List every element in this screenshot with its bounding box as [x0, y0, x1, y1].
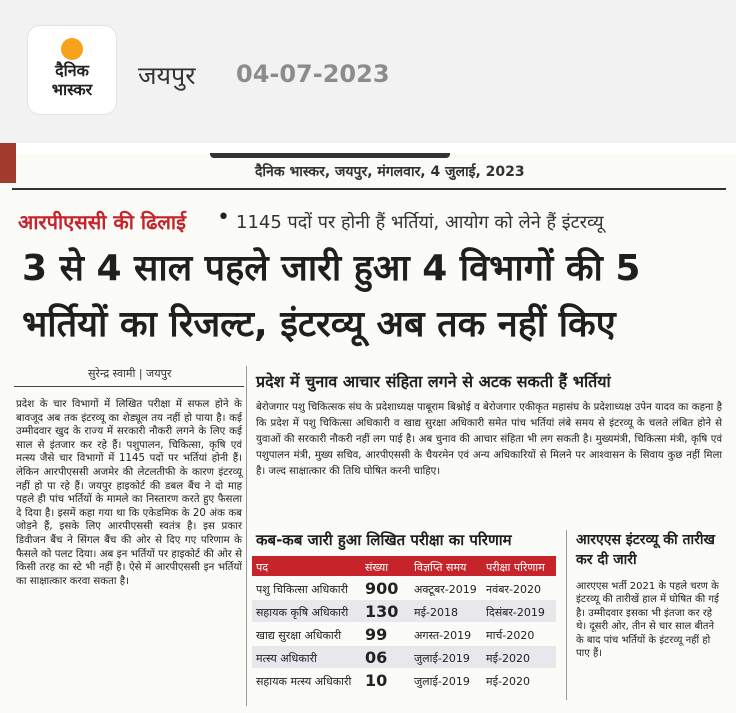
cell-result: दिसंबर-2019 [486, 606, 545, 619]
cell-notification: मई-2018 [414, 606, 458, 619]
table-row [252, 669, 556, 691]
cell-post: खाद्य सुरक्षा अधिकारी [256, 629, 342, 642]
edition-city: जयपुर [138, 61, 196, 90]
cell-result: मई-2020 [486, 675, 530, 688]
byline: सुरेन्द्र स्वामी | जयपुर [88, 367, 172, 380]
headline-line2: भर्तियों का रिजल्ट, इंटरव्यू अब तक नहीं किए [22, 304, 616, 345]
sidebar-body: आरएएस भर्ती 2021 के पहले चरण के इंटरव्यू की तारीखें हाल में घोषित की गई है। उम्मीदवार इसका भी इंतजा कर रहे थे। दूसरी ओर, तीन से चार साल बीतने के बाद पांच भर्तियों के इंटरव्यू नहीं हो पाए हैं। [576, 581, 719, 660]
cell-post: मत्स्य अधिकारी [256, 652, 317, 665]
table-row [252, 600, 556, 622]
column-divider [14, 386, 244, 387]
cell-notification: जुलाई-2019 [414, 652, 470, 665]
cell-post: सहायक कृषि अधिकारी [256, 606, 349, 619]
logo-text-line1: दैनिक [55, 61, 89, 80]
cell-notification: जुलाई-2019 [414, 675, 470, 688]
edition-date: 04-07-2023 [236, 60, 390, 88]
vertical-divider [246, 366, 247, 706]
right-column-body: बेरोजगार पशु चिकित्सक संघ के प्रदेशाध्यक्ष पाबूराम बिश्नोई व बेरोजगार एकीकृत महासंघ के प्रदेशाध्यक्ष उपेन यादव का कहना है कि प्रदेश में पशु चिकित्सा अधिकारी व खाद्य सुरक्षा अधिकारी समेत पांच भर्तियां लंबे समय से इंटरव्यू के चलते लंबित होने से युवाओं की सरकारी नौकरी नहीं लग पाई है। अब चुनाव की आचार संहिता भी लग सकती है। मुख्यमंत्री, चिकित्सा मंत्री, कृषि एवं पशुपालन मंत्री, मुख्य सचिव, आरपीएससी के चैयरमेन एवं अन्य अधिकारियों से मिलने पर आश्वासन के सिवाय कुछ नहीं मिला है। जल्द साक्षात्कार की तिथि घोषित करनी चाहिए। [256, 402, 722, 477]
logo-text-line2: भास्कर [51, 80, 93, 99]
cell-result: मार्च-2020 [486, 629, 535, 642]
story-kicker: आरपीएससी की ढिलाई [18, 210, 186, 234]
cell-post: सहायक मत्स्य अधिकारी [256, 675, 352, 688]
cell-notification: अगस्त-2019 [414, 629, 472, 642]
cell-count: 10 [365, 671, 388, 690]
table-row [252, 577, 556, 599]
cell-result: नवंबर-2020 [486, 583, 541, 596]
clipping-top-edge [0, 143, 736, 153]
cell-count: 06 [365, 648, 388, 667]
header-notification: विज्ञप्ति समय [414, 561, 467, 574]
cell-count: 130 [365, 602, 399, 621]
cell-result: मई-2020 [486, 652, 530, 665]
results-table-title: कब-कब जारी हुआ लिखित परीक्षा का परिणाम [256, 531, 512, 549]
right-column-heading: प्रदेश में चुनाव आचार संहिता लगने से अटक सकती हैं भर्तियां [256, 372, 611, 391]
header-result: परीक्षा परिणाम [486, 561, 545, 574]
cell-count: 900 [365, 579, 399, 598]
header-post: पद [256, 561, 269, 574]
kicker-bullet: • [217, 205, 230, 230]
header-count: संख्या [365, 561, 389, 574]
sidebar-divider [566, 530, 567, 700]
dainik-bhaskar-logo[interactable] [28, 26, 116, 114]
cell-post: पशु चिकित्सा अधिकारी [256, 583, 348, 596]
sidebar-heading: आरएएस इंटरव्यू की तारीख कर दी जारी [576, 532, 715, 568]
cell-count: 99 [365, 625, 388, 644]
headline-line1: 3 से 4 साल पहले जारी हुआ 4 विभागों की 5 [22, 248, 641, 289]
sun-logo-icon [61, 38, 83, 60]
masthead-line: दैनिक भास्कर, जयपुर, मंगलवार, 4 जुलाई, 2023 [255, 164, 525, 180]
masthead-divider [12, 188, 726, 190]
cell-notification: अक्टूबर-2019 [414, 583, 477, 596]
story-subhead: 1145 पदों पर होनी हैं भर्तियां, आयोग को लेने हैं इंटरव्यू [236, 212, 604, 233]
table-row [252, 646, 556, 668]
results-table-header [252, 556, 556, 576]
left-column-body: प्रदेश के चार विभागों में लिखित परीक्षा में सफल होने के बावजूद अब तक इंटरव्यू का शेड्यूल तय नहीं हो पाया है। कई उम्मीदवार खुद के राज्य में सरकारी नौकरी लगने के लिए कई साल से इंतजार कर रहे हैं। पशुपालन, चिकित्सा, कृषि एवं मत्स्य जैसे चार विभागों में 1145 पदों पर भर्तियां होनी हैं। लेकिन आरपीएससी अजमेर की लेटलतीफी के कारण इंटरव्यू नहीं हो पा रहे हैं। जयपुर हाइकोर्ट की डबल बैंच ने दो माह पहले ही पांच भर्तियों के मामले का निस्तारण करते हुए फैसला दे दिया है। इसमें कहा गया था कि एकेडमिक के 20 अंक कब जोड़ने हैं, इसके लिए आरपीएससी स्वतंत्र है। इस प्रकार डिवीजन बैंच ने सिंगल बैंच की ओर से दिए गए परिणाम के फैसले को पलट दिया। अब इन भर्तियों पर हाइकोर्ट की ओर से किसी तरह का स्टे भी नहीं है। ऐसे में आरपीएससी इन भर्तियों का साक्षात्कार करवा सकता है। [16, 399, 242, 587]
table-row [252, 623, 556, 645]
